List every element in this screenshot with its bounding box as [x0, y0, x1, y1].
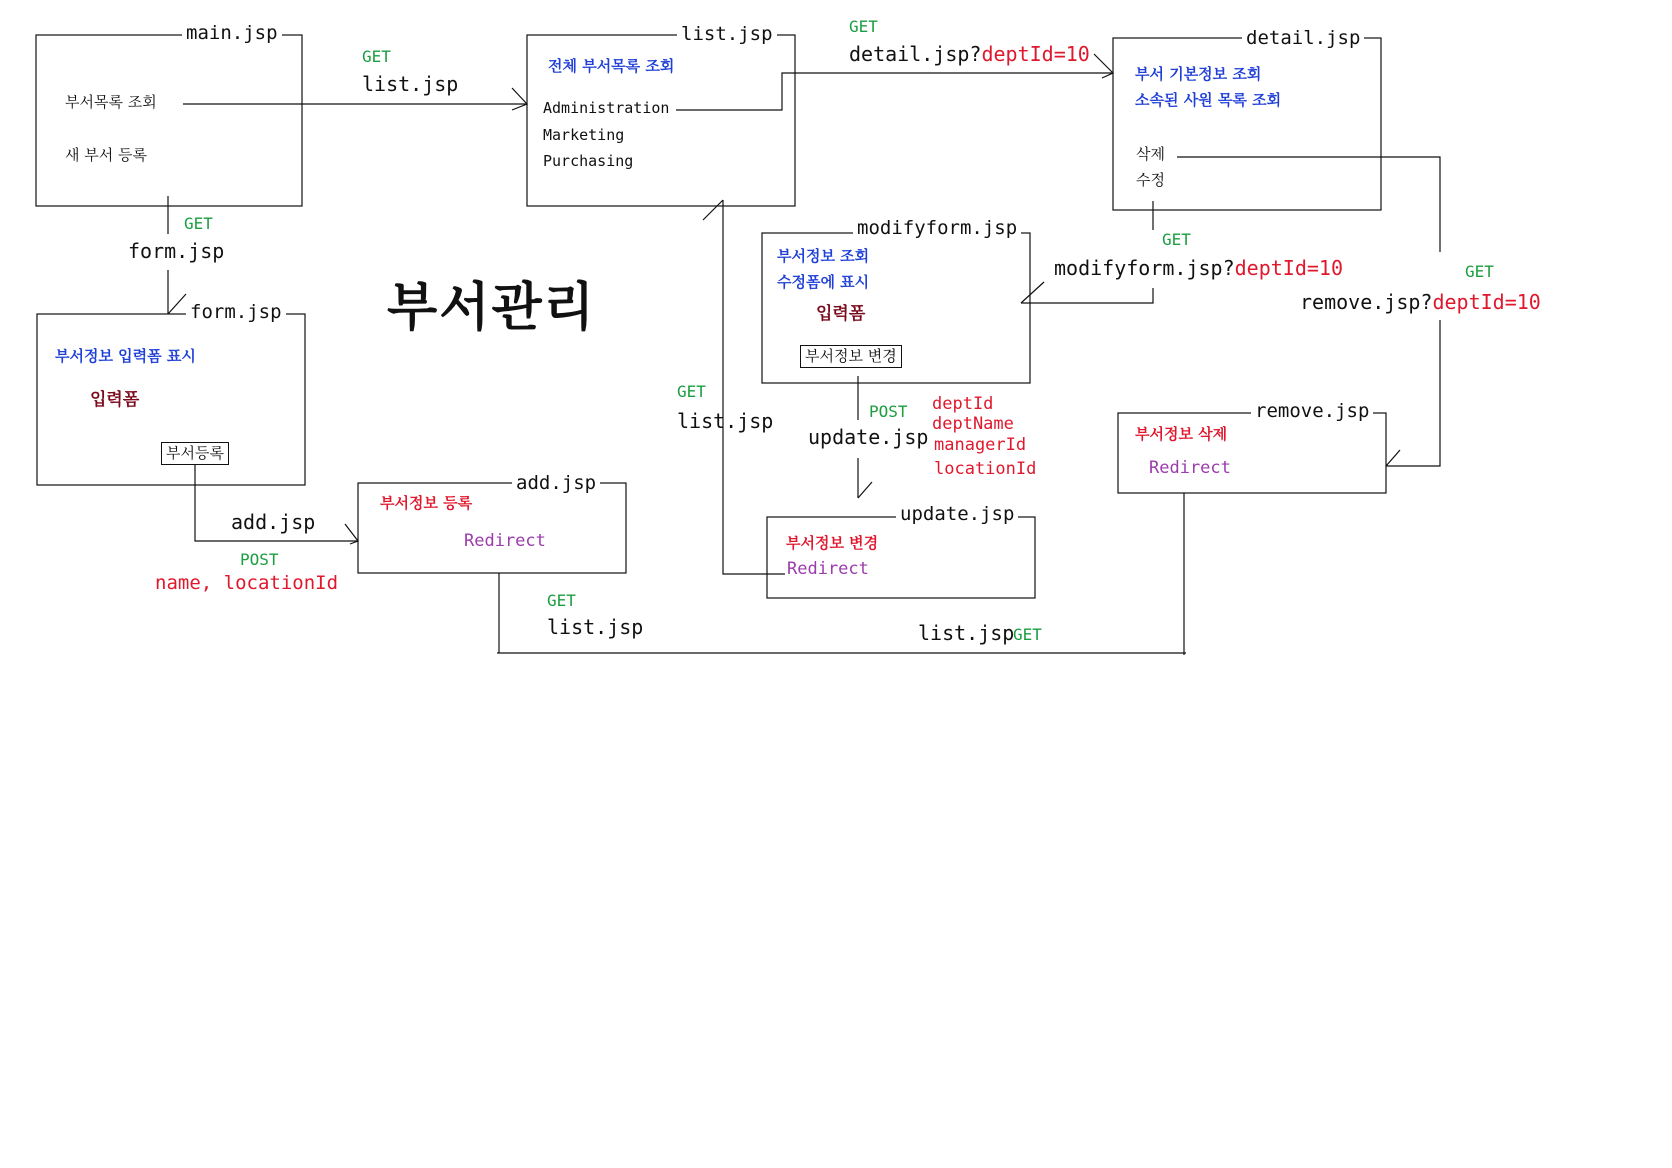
- detail-action-delete: 삭제: [1136, 145, 1165, 163]
- list-to-detail-method: GET: [849, 17, 878, 36]
- list-desc: 전체 부서목록 조회: [548, 57, 675, 75]
- list-dept-administration: Administration: [543, 99, 670, 117]
- detail-to-remove-param: deptId=10: [1432, 290, 1541, 314]
- update-param-managerId: managerId: [934, 435, 1027, 455]
- form-to-add-method: POST: [240, 550, 279, 569]
- list-to-detail-param: deptId=10: [981, 42, 1090, 66]
- add-to-list-target: list.jsp: [547, 615, 644, 639]
- remove-to-list-target: list.jsp: [918, 621, 1015, 645]
- main-to-list-method: GET: [362, 47, 391, 66]
- detail-to-remove-method: GET: [1465, 262, 1494, 281]
- update-to-list-target: list.jsp: [677, 409, 774, 433]
- add-to-list-method: GET: [547, 591, 576, 610]
- add-redirect: Redirect: [464, 531, 546, 551]
- detail-desc-employees: 소속된 사원 목록 조회: [1135, 91, 1282, 109]
- main-item-list: 부서목록 조회: [65, 93, 157, 111]
- detail-to-modifyform-route: [1054, 258, 1343, 278]
- detail-action-modify: 수정: [1136, 171, 1165, 189]
- add-desc: 부서정보 등록: [380, 494, 473, 512]
- detail-to-modifyform-param: deptId=10: [1234, 256, 1343, 280]
- main-to-list-target: list.jsp: [362, 72, 459, 96]
- remove-desc: 부서정보 삭제: [1135, 425, 1228, 443]
- update-box: [767, 517, 1035, 598]
- detail-to-remove-route: [1300, 292, 1541, 312]
- dept-update-button: 부서정보 변경: [800, 345, 902, 368]
- detail-to-remove-target: remove.jsp?: [1300, 290, 1433, 314]
- detail-desc-basic: 부서 기본정보 조회: [1135, 65, 1262, 83]
- list-dept-purchasing: Purchasing: [543, 152, 634, 170]
- form-to-add-params: name, locationId: [155, 572, 339, 594]
- update-redirect: Redirect: [787, 559, 869, 579]
- modifyform-desc-lookup: 부서정보 조회: [777, 247, 870, 265]
- form-label: 입력폼: [90, 390, 140, 410]
- update-box-label: update.jsp: [896, 505, 1018, 524]
- main-to-form-method: GET: [184, 214, 213, 233]
- detail-box-label: detail.jsp: [1242, 29, 1364, 48]
- modifyform-label: 입력폼: [816, 304, 866, 324]
- diagram-title: 부서관리: [387, 278, 596, 338]
- main-box-label: main.jsp: [182, 24, 282, 43]
- update-to-list-method: GET: [677, 382, 706, 401]
- modifyform-desc-display: 수정폼에 표시: [777, 273, 870, 291]
- update-param-deptId: deptId: [932, 394, 994, 414]
- update-param-locationId: locationId: [934, 459, 1037, 479]
- form-desc: 부서정보 입력폼 표시: [55, 347, 196, 365]
- update-desc: 부서정보 변경: [786, 534, 879, 552]
- main-box: [36, 35, 302, 206]
- form-to-add-target: add.jsp: [231, 510, 316, 534]
- dept-register-button: 부서등록: [161, 442, 229, 465]
- list-to-detail-target: detail.jsp?: [849, 42, 982, 66]
- main-item-new: 새 부서 등록: [65, 146, 147, 164]
- modifyform-box-label: modifyform.jsp: [853, 219, 1021, 238]
- list-box-label: list.jsp: [677, 25, 777, 44]
- list-dept-marketing: Marketing: [543, 126, 625, 144]
- remove-redirect: Redirect: [1149, 458, 1231, 478]
- detail-to-modifyform-target: modifyform.jsp?: [1054, 256, 1235, 280]
- modifyform-to-update-target: update.jsp: [808, 425, 929, 449]
- form-box-label: form.jsp: [186, 303, 286, 322]
- add-box-label: add.jsp: [512, 474, 600, 493]
- detail-to-modifyform-method: GET: [1162, 230, 1191, 249]
- remove-to-list-method: GET: [1013, 625, 1042, 644]
- update-param-deptName: deptName: [932, 414, 1014, 434]
- list-to-detail-route: [849, 44, 1090, 64]
- remove-box-label: remove.jsp: [1251, 402, 1373, 421]
- modifyform-to-update-method: POST: [869, 402, 908, 421]
- main-to-form-target: form.jsp: [128, 239, 225, 263]
